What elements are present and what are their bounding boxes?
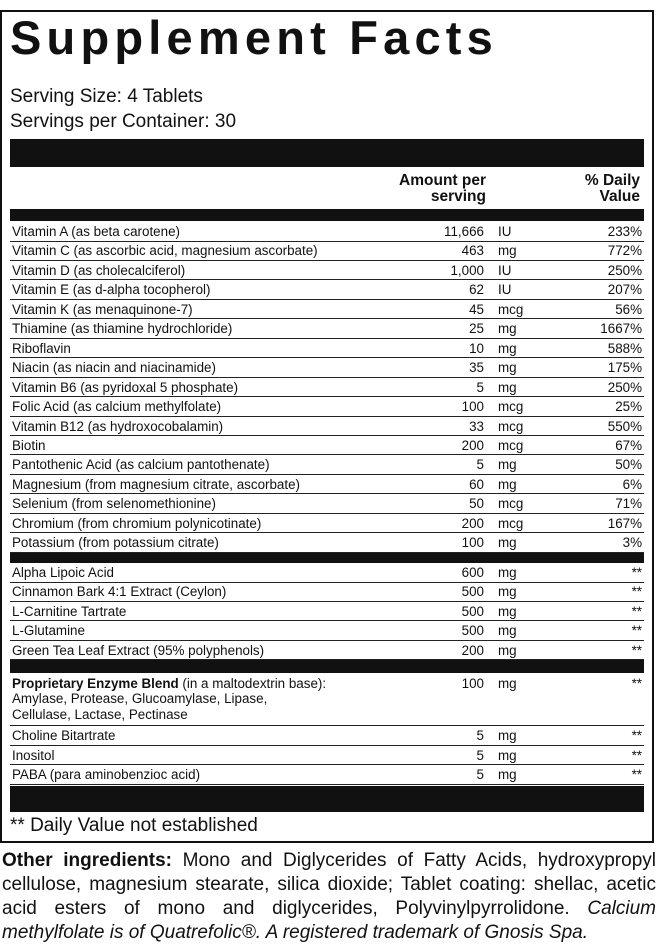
enzyme-unit: mg [498, 676, 517, 691]
nutrient-daily-value: 71% [615, 496, 642, 512]
nutrient-row [10, 726, 644, 746]
nutrient-unit: mg [498, 603, 517, 619]
section-divider-1 [10, 553, 644, 563]
nutrient-daily-value: 6% [622, 476, 642, 492]
nutrient-name: Riboflavin [12, 340, 71, 356]
nutrient-unit: mg [498, 321, 517, 337]
nutrient-daily-value: 550% [607, 418, 642, 434]
nutrient-row [10, 222, 644, 242]
nutrient-amount: 600 [461, 565, 484, 580]
nutrient-amount: 200 [461, 642, 484, 658]
nutrient-name: Potassium (from potassium citrate) [12, 535, 219, 551]
nutrient-name: Niacin (as niacin and niacinamide) [12, 360, 216, 376]
nutrient-daily-value: 175% [607, 360, 642, 376]
nutrient-daily-value: 588% [607, 340, 642, 356]
nutrient-name: Cinnamon Bark 4:1 Extract (Ceylon) [12, 584, 227, 600]
nutrient-daily-value: ** [631, 642, 642, 658]
header-divider [10, 209, 644, 221]
nutrient-name: Chromium (from chromium polynicotinate) [12, 515, 262, 531]
nutrient-unit: IU [498, 282, 512, 298]
nutrient-unit: mg [498, 623, 517, 639]
nutrient-name: Alpha Lipoic Acid [12, 565, 114, 580]
nutrient-amount: 100 [461, 399, 484, 415]
nutrient-row [10, 765, 644, 785]
nutrient-amount: 11,666 [444, 224, 484, 239]
nutrient-amount: 200 [461, 437, 484, 453]
nutrient-name: Choline Bitartrate [12, 728, 116, 743]
nutrient-row [10, 436, 644, 456]
nutrient-name: Vitamin C (as ascorbic acid, magnesium ascorbate) [12, 243, 318, 259]
nutrient-row [10, 582, 644, 602]
nutrient-name: Inositol [12, 747, 55, 763]
nutrient-row [10, 494, 644, 514]
nutrient-row [10, 319, 644, 339]
nutrient-name: Pantothenic Acid (as calcium pantothenate) [12, 457, 270, 473]
nutrient-daily-value: ** [631, 565, 642, 580]
nutrient-unit: mcg [498, 399, 524, 415]
amount-per-serving-header: Amount per serving [399, 172, 486, 205]
nutrient-name: Folic Acid (as calcium methylfolate) [12, 399, 222, 415]
nutrient-row [10, 261, 644, 281]
nutrient-row [10, 641, 644, 661]
nutrient-daily-value: 25% [615, 399, 642, 415]
nutrient-row [10, 397, 644, 417]
bottom-bar [10, 786, 644, 812]
nutrient-unit: mcg [498, 496, 524, 512]
nutrient-amount: 10 [469, 340, 484, 356]
nutrient-row [10, 621, 644, 641]
nutrient-daily-value: 250% [607, 262, 642, 278]
nutrient-unit: mg [498, 728, 517, 743]
nutrient-row [10, 746, 644, 766]
nutrient-row [10, 563, 644, 583]
nutrient-daily-value: ** [631, 767, 642, 782]
nutrient-amount: 1,000 [450, 262, 484, 278]
nutrient-amount: 500 [461, 584, 484, 600]
servings-per-container: Servings per Container: 30 [10, 111, 237, 132]
nutrient-amount: 60 [469, 476, 484, 492]
enzyme-components: Amylase, Protease, Glucoamylase, Lipase, Cellulase, Lactase, Pectinase [12, 691, 268, 722]
nutrient-unit: mcg [498, 301, 524, 317]
nutrient-unit: mg [498, 535, 517, 551]
enzyme-amount: 100 [461, 676, 484, 691]
nutrient-amount: 100 [461, 535, 484, 551]
nutrient-daily-value: 1667% [600, 321, 642, 337]
nutrient-unit: mg [498, 767, 517, 782]
nutrient-unit: mg [498, 360, 517, 376]
nutrient-row [10, 358, 644, 378]
nutrient-amount: 5 [476, 728, 484, 743]
nutrient-unit: mg [498, 584, 517, 600]
nutrient-unit: mcg [498, 418, 524, 434]
nutrient-row [10, 280, 644, 300]
nutrient-daily-value: 250% [607, 379, 642, 395]
nutrient-name: Thiamine (as thiamine hydrochloride) [12, 321, 233, 337]
nutrient-row [10, 300, 644, 320]
nutrient-daily-value: 233% [607, 224, 642, 239]
serving-size: Serving Size: 4 Tablets [10, 86, 203, 107]
nutrient-name: Magnesium (from magnesium citrate, ascorbate) [12, 476, 301, 492]
nutrient-name: Vitamin B6 (as pyridoxal 5 phosphate) [12, 379, 239, 395]
nutrient-unit: mg [498, 457, 517, 473]
nutrient-amount: 5 [476, 747, 484, 763]
nutrient-row [10, 378, 644, 398]
enzyme-dv: ** [631, 676, 642, 691]
nutrient-daily-value: 50% [615, 457, 642, 473]
nutrient-amount: 45 [469, 301, 484, 317]
nutrient-name: Vitamin A (as beta carotene) [12, 224, 180, 239]
nutrient-daily-value: 3% [622, 535, 642, 551]
nutrient-name: Vitamin B12 (as hydroxocobalamin) [12, 418, 224, 434]
nutrient-name: Selenium (from selenomethionine) [12, 496, 216, 512]
nutrient-unit: mcg [498, 437, 524, 453]
nutrient-name: Vitamin K (as menaquinone-7) [12, 301, 193, 317]
nutrient-daily-value: 207% [607, 282, 642, 298]
nutrient-amount: 200 [461, 515, 484, 531]
nutrient-unit: mg [498, 476, 517, 492]
nutrient-row [10, 475, 644, 495]
nutrient-daily-value: ** [631, 728, 642, 743]
nutrient-unit: IU [498, 224, 512, 239]
other-ingredients: Other ingredients: Mono and Diglycerides of Fatty Acids, hydroxypropyl cellulose, magnesium stearate, silica dioxide; Tablet coating: shellac, acetic acid esters of mono and diglycerides, Polyvinylpyrrolidone. Calcium methylfolate is of Quatrefolic®. A registered trademark of Gnosis Spa. [2, 850, 656, 943]
nutrient-daily-value: 67% [615, 437, 642, 453]
nutrient-daily-value: 167% [607, 515, 642, 531]
nutrient-amount: 62 [469, 282, 484, 298]
nutrient-amount: 33 [469, 418, 484, 434]
nutrient-unit: mcg [498, 515, 524, 531]
enzyme-name: Proprietary Enzyme Blend (in a maltodextrin base): [12, 676, 327, 691]
nutrient-row [10, 514, 644, 534]
nutrient-amount: 25 [469, 321, 484, 337]
nutrient-name: Vitamin E (as d-alpha tocopherol) [12, 282, 211, 298]
enzyme-blend-row [10, 674, 644, 726]
nutrient-name: L-Glutamine [12, 623, 85, 639]
nutrient-daily-value: 772% [607, 243, 642, 259]
nutrient-row [10, 417, 644, 437]
panel-title: Supplement Facts [10, 11, 499, 64]
nutrient-row [10, 602, 644, 622]
nutrient-unit: mg [498, 340, 517, 356]
nutrient-amount: 500 [461, 623, 484, 639]
nutrient-amount: 50 [469, 496, 484, 512]
nutrient-amount: 5 [476, 767, 484, 782]
footnote: ** Daily Value not established [10, 815, 258, 836]
nutrient-name: PABA (para aminobenzioc acid) [12, 767, 201, 782]
nutrient-daily-value: ** [631, 584, 642, 600]
nutrient-row [10, 339, 644, 359]
nutrient-unit: mg [498, 642, 517, 658]
nutrient-daily-value: 56% [615, 301, 642, 317]
nutrient-name: Green Tea Leaf Extract (95% polyphenols) [12, 642, 265, 658]
nutrient-daily-value: ** [631, 747, 642, 763]
nutrient-name: Vitamin D (as cholecalciferol) [12, 262, 186, 278]
nutrient-row [10, 241, 644, 261]
nutrient-unit: mg [498, 565, 517, 580]
nutrient-amount: 500 [461, 603, 484, 619]
nutrient-unit: mg [498, 243, 517, 259]
nutrient-unit: mg [498, 379, 517, 395]
nutrient-name: L-Carnitine Tartrate [12, 603, 127, 619]
nutrient-name: Biotin [12, 437, 46, 453]
nutrient-amount: 35 [469, 360, 484, 376]
nutrient-unit: mg [498, 747, 517, 763]
nutrient-row [10, 533, 644, 553]
nutrient-daily-value: ** [631, 623, 642, 639]
section-divider-2 [10, 660, 644, 673]
nutrient-row [10, 455, 644, 475]
nutrient-daily-value: ** [631, 603, 642, 619]
daily-value-header: % Daily Value [584, 172, 640, 205]
nutrient-amount: 5 [476, 457, 484, 473]
header-bar [10, 139, 644, 167]
nutrient-amount: 5 [476, 379, 484, 395]
nutrient-amount: 463 [461, 243, 484, 259]
nutrient-unit: IU [498, 262, 512, 278]
